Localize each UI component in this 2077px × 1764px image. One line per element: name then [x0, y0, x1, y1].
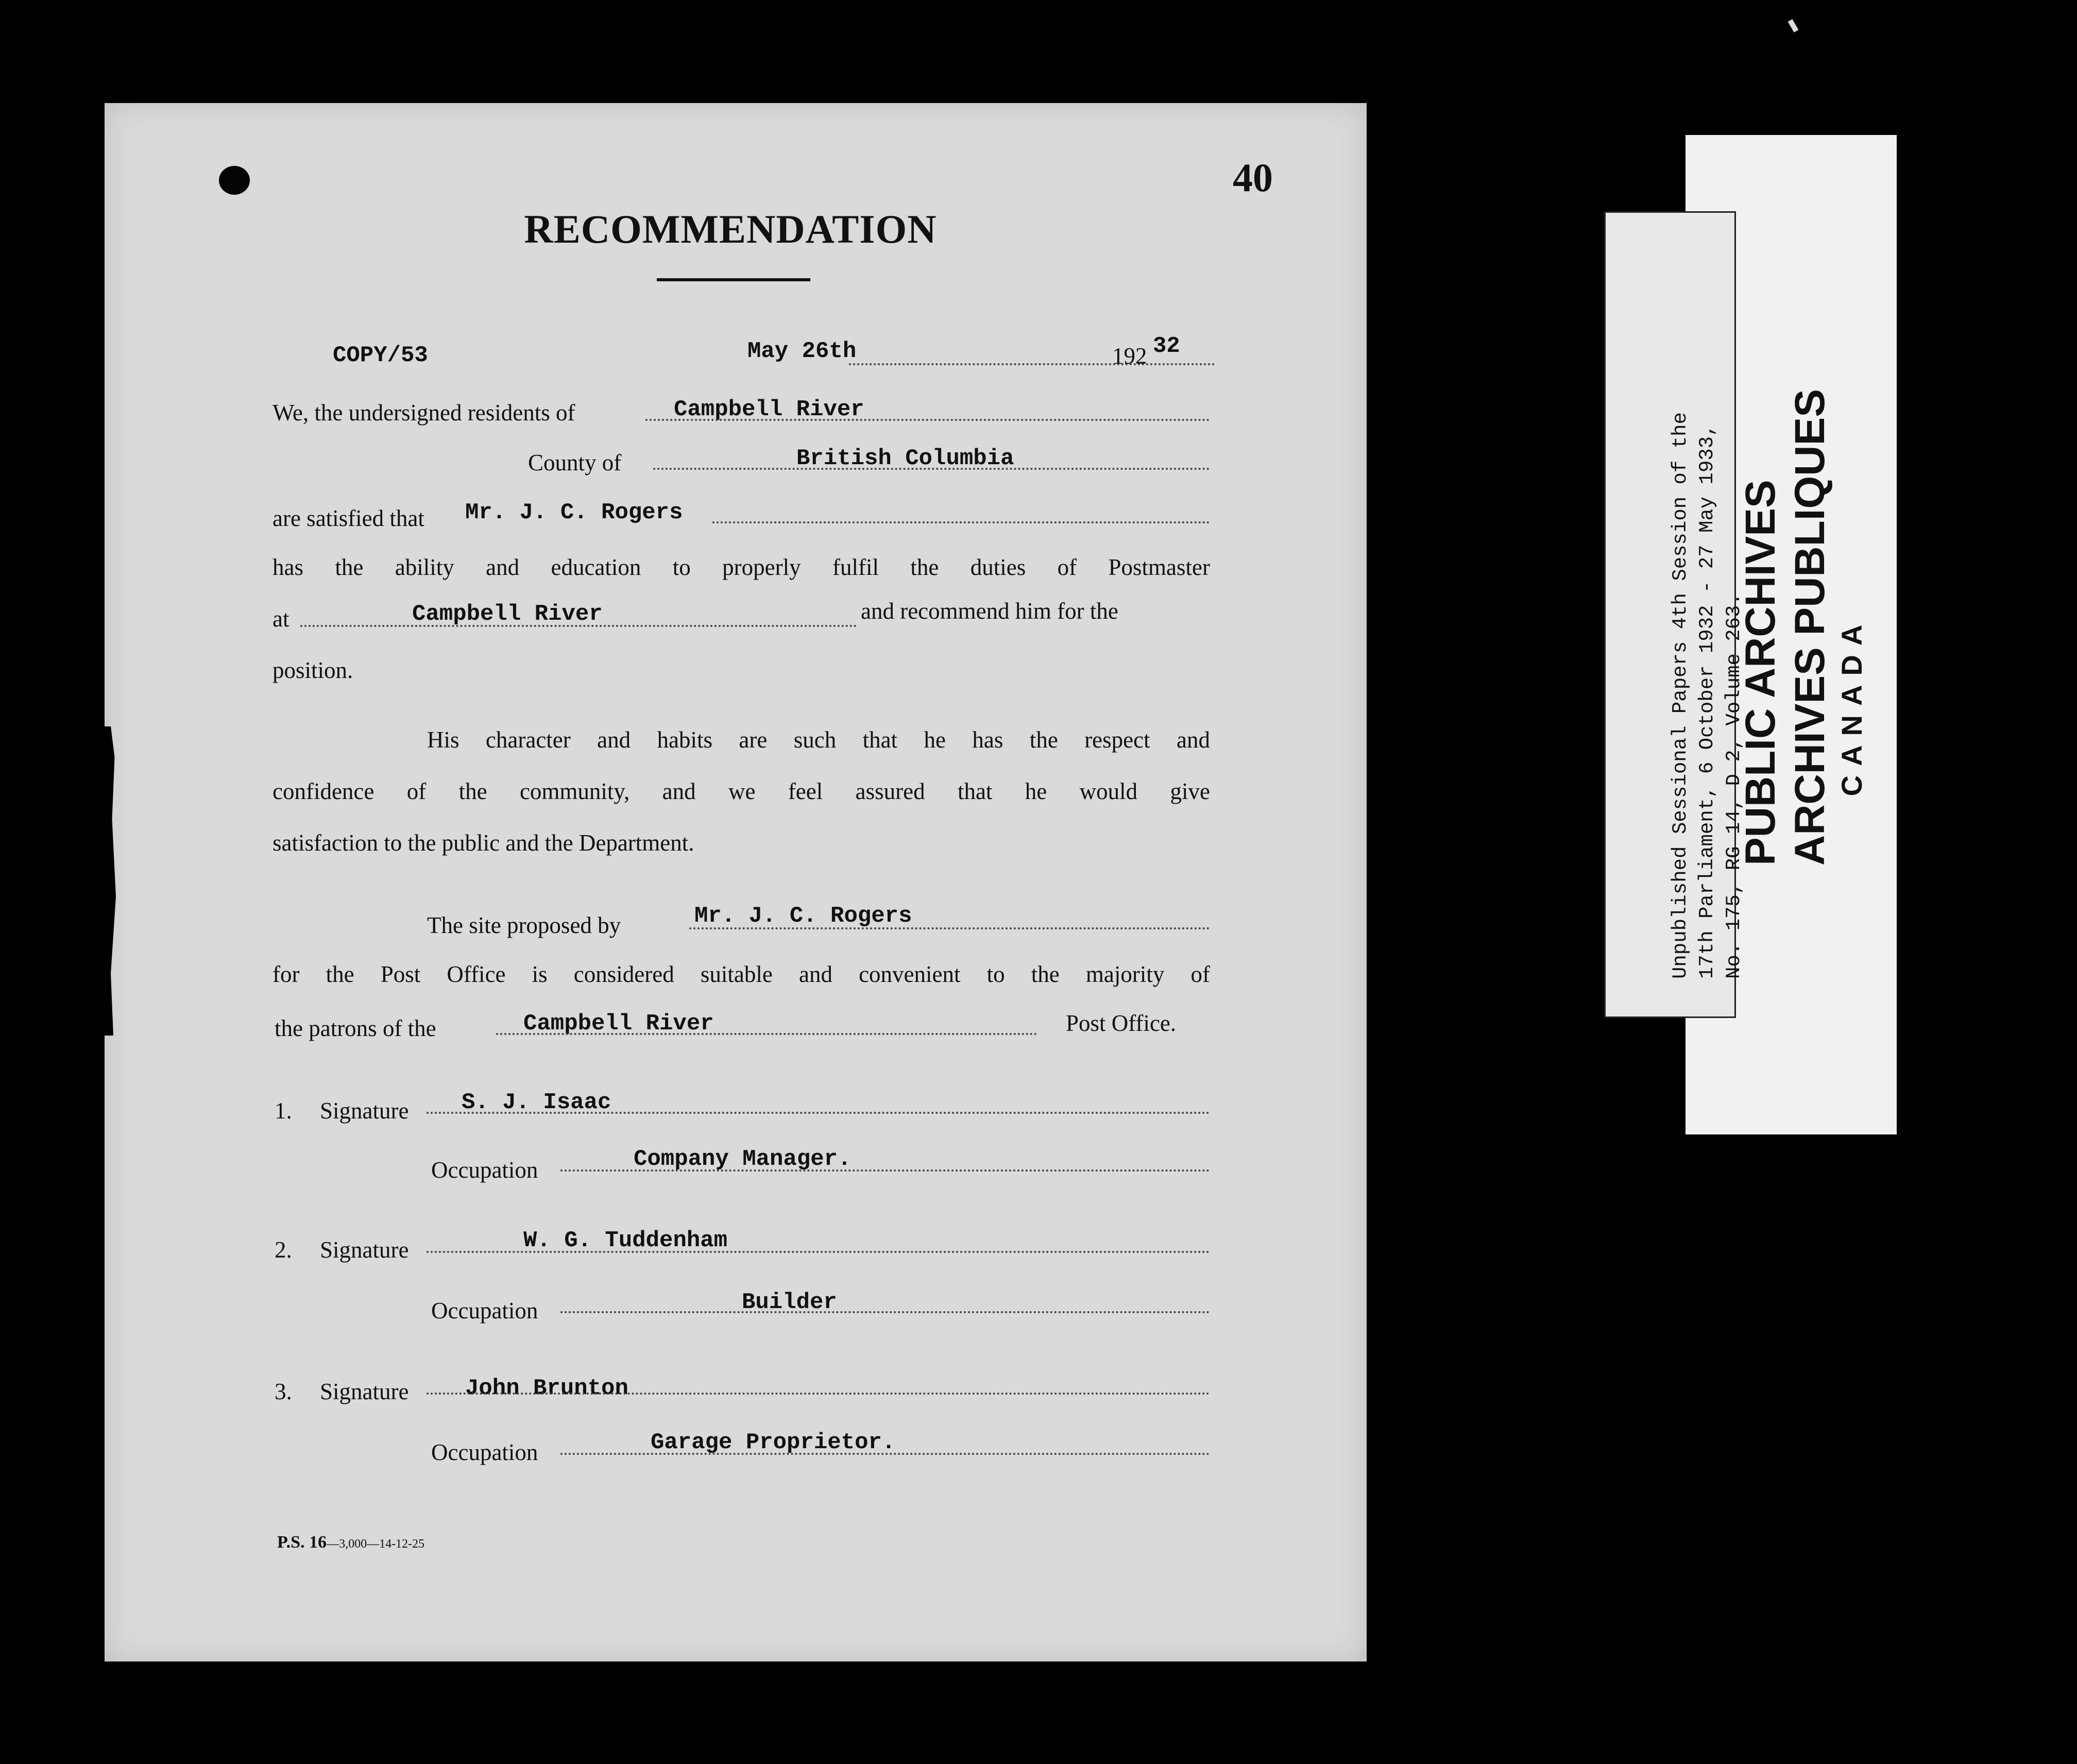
citation-line-3: No. 175, RG 14, D 2, Volume 263.	[1723, 593, 1745, 979]
signature-2-number: 2.	[275, 1237, 292, 1263]
signature-2-label: Signature	[320, 1237, 409, 1263]
occupation-1-label: Occupation	[431, 1157, 538, 1183]
residents-dotted-line	[645, 419, 1210, 421]
county-label: County of	[528, 450, 622, 476]
post-office-label: Post Office.	[1066, 1010, 1177, 1036]
form-code	[277, 1533, 424, 1552]
signature-3-number: 3.	[275, 1379, 292, 1404]
site-value: Mr. J. C. Rogers	[694, 903, 912, 929]
title-underline	[657, 278, 810, 281]
form-code-number: P.S. 16	[277, 1533, 327, 1552]
archive-stamp	[1736, 299, 1868, 866]
occupation-3-label: Occupation	[431, 1439, 538, 1465]
signature-3-name: John Brunton	[465, 1376, 628, 1401]
date-day: May 26th	[747, 338, 857, 364]
year-prefix: 192	[1112, 343, 1147, 369]
torn-edge	[100, 726, 126, 1036]
citation-line-1: Unpublished Sessional Papers 4th Session of the	[1669, 412, 1692, 979]
signature-1-name: S. J. Isaac	[462, 1090, 611, 1115]
document-title: RECOMMENDATION	[524, 207, 937, 251]
signature-2-dotted-line	[427, 1251, 1210, 1253]
patrons-dotted-line	[496, 1033, 1037, 1035]
character-line-1: His character and habits are such that he has the respect and	[427, 727, 1210, 753]
citation-text	[1667, 227, 1747, 979]
satisfied-label: are satisfied that	[273, 505, 424, 531]
site-dotted-line	[689, 927, 1210, 929]
signature-1-label: Signature	[320, 1098, 409, 1124]
occupation-3-dotted-line	[560, 1453, 1210, 1455]
at-dotted-line	[300, 625, 857, 627]
ability-line: has the ability and education to properly fulfil the duties of Postmaster	[273, 554, 1210, 580]
county-value: British Columbia	[796, 446, 1014, 471]
residents-label: We, the undersigned residents of	[273, 400, 575, 426]
occupation-2-label: Occupation	[431, 1298, 538, 1324]
occupation-3-value: Garage Proprietor.	[651, 1430, 896, 1455]
patrons-value: Campbell River	[523, 1011, 714, 1037]
site-label: The site proposed by	[427, 912, 621, 938]
satisfied-value: Mr. J. C. Rogers	[465, 500, 683, 525]
character-line-3: satisfaction to the public and the Department.	[273, 830, 694, 856]
county-dotted-line	[653, 468, 1210, 470]
recommend-label: and recommend him for the	[861, 598, 1118, 624]
signature-2-name: W. G. Tuddenham	[523, 1228, 728, 1253]
patrons-label: the patrons of the	[275, 1015, 436, 1041]
position-label: position.	[273, 657, 353, 683]
occupation-1-dotted-line	[560, 1169, 1210, 1172]
satisfied-dotted-line	[712, 521, 1210, 523]
signature-3-dotted-line	[427, 1393, 1210, 1395]
citation-line-2: 17th Parliament, 6 October 1932 - 27 May 1933,	[1696, 424, 1718, 979]
occupation-2-dotted-line	[560, 1311, 1210, 1313]
archive-country: CANADA	[1835, 615, 1868, 796]
character-line-2: confidence of the community, and we feel assured that he would give	[273, 778, 1210, 804]
occupation-2-value: Builder	[742, 1290, 837, 1315]
at-label: at	[273, 606, 290, 632]
signature-1-dotted-line	[427, 1112, 1210, 1114]
year-suffix: 32	[1153, 333, 1180, 359]
page-number: 40	[1233, 155, 1273, 200]
debris-mark	[1788, 19, 1799, 32]
at-value: Campbell River	[412, 601, 603, 627]
post-office-line: for the Post Office is considered suitable and convenient to the majority of	[273, 961, 1210, 987]
copy-reference: COPY/53	[333, 343, 428, 368]
residents-value: Campbell River	[674, 397, 864, 422]
date-dotted-line	[849, 363, 1215, 365]
punch-hole	[219, 166, 250, 195]
occupation-1-value: Company Manager.	[634, 1146, 852, 1172]
archive-name-en: PUBLIC ARCHIVES	[1737, 480, 1784, 866]
signature-1-number: 1.	[275, 1098, 292, 1124]
recommendation-document	[105, 103, 1367, 1661]
archive-name-fr: ARCHIVES PUBLIQUES	[1786, 389, 1833, 866]
signature-3-label: Signature	[320, 1379, 409, 1404]
form-print-run: —3,000—14-12-25	[327, 1537, 425, 1551]
